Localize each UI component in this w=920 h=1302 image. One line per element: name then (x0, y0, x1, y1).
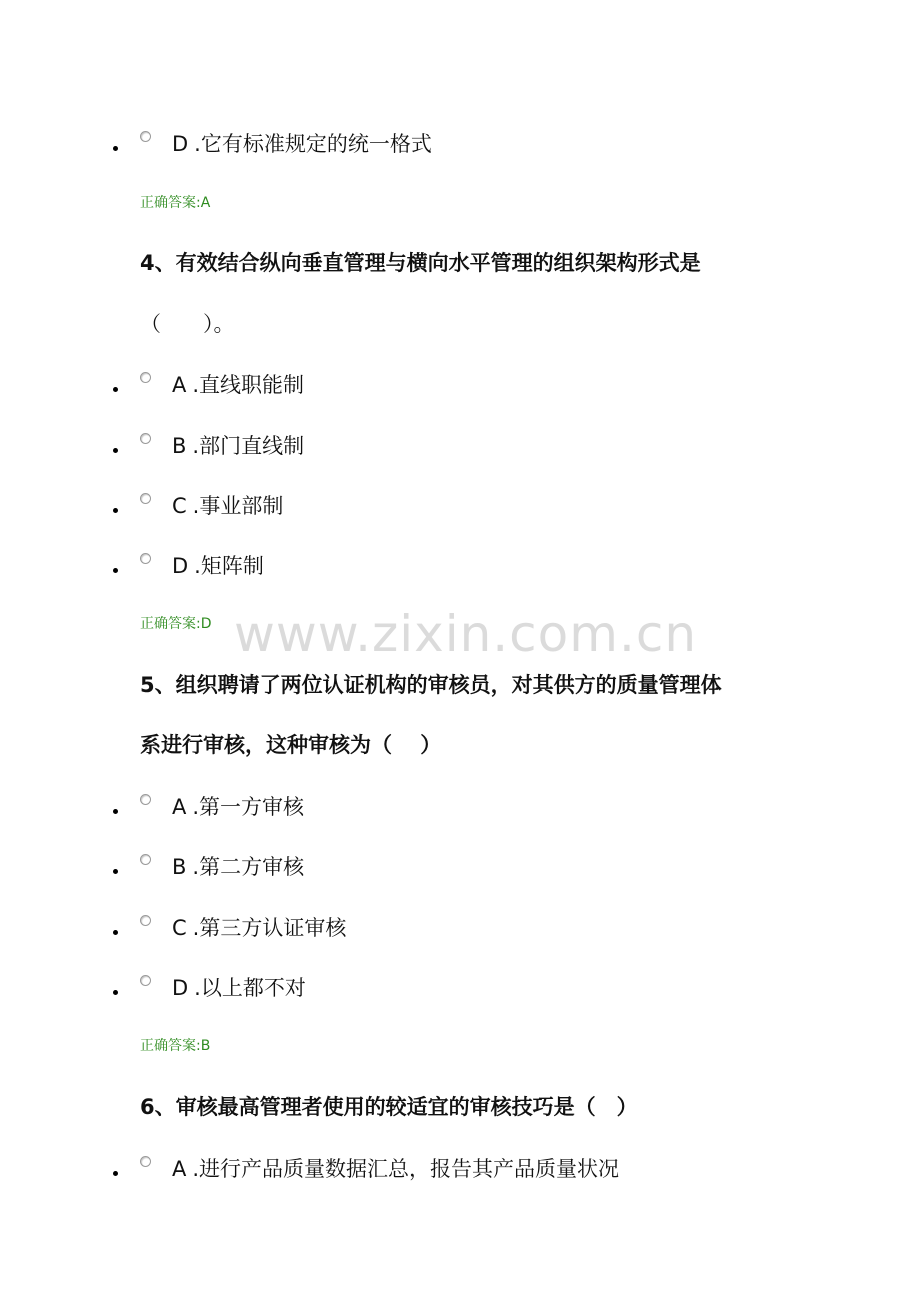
option-label: D .矩阵制 (172, 554, 264, 578)
list-bullet (113, 387, 118, 392)
list-bullet (113, 990, 118, 995)
correct-answer: 正确答案:D (140, 616, 212, 632)
radio-button[interactable] (140, 975, 151, 986)
radio-button[interactable] (140, 854, 151, 865)
radio-button[interactable] (140, 433, 151, 444)
question-title: 6、审核最高管理者使用的较适宜的审核技巧是（ ） (140, 1095, 638, 1119)
list-bullet (113, 568, 118, 573)
correct-answer: 正确答案:A (140, 195, 211, 211)
option-label: A .进行产品质量数据汇总，报告其产品质量状况 (172, 1157, 620, 1181)
option-label: B .第二方审核 (172, 855, 305, 879)
question-title: 4、有效结合纵向垂直管理与横向水平管理的组织架构形式是 (140, 251, 701, 275)
list-bullet (113, 1171, 118, 1176)
radio-button[interactable] (140, 131, 151, 142)
list-bullet (113, 146, 118, 151)
list-bullet (113, 930, 118, 935)
option-label: D .以上都不对 (172, 976, 306, 1000)
question-title-continued: 系进行审核，这种审核为（ ） (140, 733, 442, 757)
list-bullet (113, 809, 118, 814)
option-label: D .它有标准规定的统一格式 (172, 132, 432, 156)
option-label: C .第三方认证审核 (172, 916, 347, 940)
question-title-continued: （ ）。 (140, 312, 235, 336)
list-bullet (113, 869, 118, 874)
radio-button[interactable] (140, 1156, 151, 1167)
list-bullet (113, 508, 118, 513)
question-title: 5、组织聘请了两位认证机构的审核员，对其供方的质量管理体 (140, 673, 722, 697)
radio-button[interactable] (140, 553, 151, 564)
radio-button[interactable] (140, 915, 151, 926)
correct-answer: 正确答案:B (140, 1038, 211, 1054)
radio-button[interactable] (140, 372, 151, 383)
option-label: C .事业部制 (172, 494, 284, 518)
watermark: www.zixin.com.cn (234, 605, 698, 663)
option-label: A .第一方审核 (172, 795, 305, 819)
list-bullet (113, 448, 118, 453)
option-label: A .直线职能制 (172, 373, 305, 397)
radio-button[interactable] (140, 794, 151, 805)
radio-button[interactable] (140, 493, 151, 504)
option-label: B .部门直线制 (172, 434, 305, 458)
